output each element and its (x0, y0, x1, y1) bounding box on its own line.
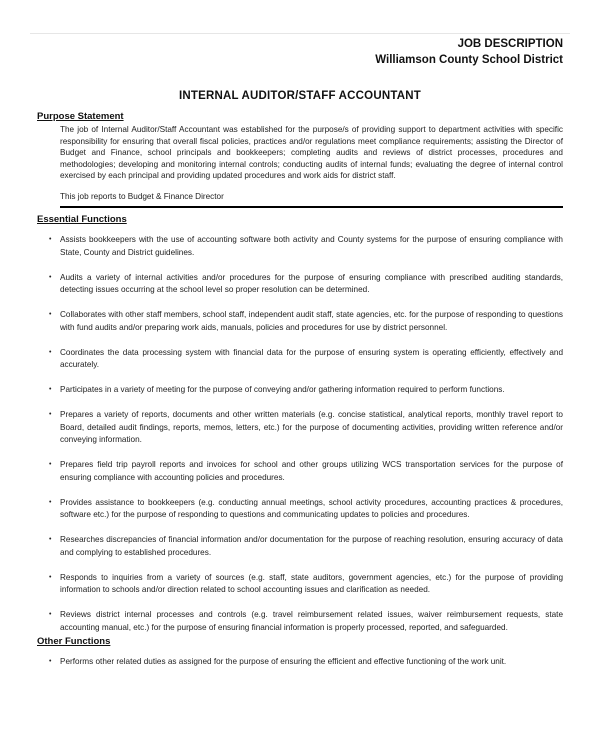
list-item (49, 234, 563, 259)
essential-functions-list (49, 234, 563, 647)
list-item (49, 656, 563, 669)
list-item-text: Reviews district internal processes and controls (e.g. travel reimbursement related issues, waiver reimbursement requests, state accounting manual, etc.) for the purpose of ensuring financial information is properly processed, reported, and safeguarded. (60, 610, 563, 632)
list-item (49, 497, 563, 522)
list-item (49, 309, 563, 334)
document-type: JOB DESCRIPTION (457, 38, 563, 50)
list-item-text: Audits a variety of internal activities and/or procedures for the purpose of ensuring compliance with prescribed auditing standards, detecting issues occurring at the school level so proper resolution can be determined. (60, 272, 563, 294)
bullet-icon: • (49, 411, 52, 418)
list-item-text: Researches discrepancies of financial information and/or documentation for the purpose of reaching resolution, ensuring accuracy of data and complying to established procedures. (60, 535, 563, 557)
list-item (49, 572, 563, 597)
list-item (49, 272, 563, 297)
bullet-icon: • (49, 461, 52, 468)
bullet-icon: • (49, 236, 52, 243)
bullet-icon: • (49, 536, 52, 543)
list-item (49, 409, 563, 447)
list-item-text: Coordinates the data processing system with financial data for the purpose of ensuring system is operating efficiently, effectively and accurately. (60, 347, 563, 369)
list-item (49, 347, 563, 372)
page-top-border (30, 33, 570, 34)
bullet-icon: • (49, 273, 52, 281)
list-item (49, 534, 563, 559)
bullet-icon: • (49, 573, 52, 581)
section-divider (60, 206, 563, 208)
list-item-text: Responds to inquiries from a variety of sources (e.g. staff, state auditors, government agencies, etc.) for the purpose of providing information to schools and/or direction related to school accounting issues and clarification as needed. (60, 572, 563, 594)
other-functions-list (49, 656, 563, 681)
bullet-icon: • (49, 611, 52, 618)
essential-functions-heading: Essential Functions (37, 214, 127, 225)
bullet-icon: • (49, 498, 52, 506)
job-title: INTERNAL AUDITOR/STAFF ACCOUNTANT (179, 90, 421, 102)
bullet-icon: • (49, 311, 52, 318)
list-item-text: Performs other related duties as assigned for the purpose of ensuring the efficient and effective functioning of the work unit. (60, 657, 507, 666)
list-item-text: Prepares field trip payroll reports and invoices for school and other groups utilizing WCS transportation services for the purpose of ensuring compliance with accounting policies and procedures. (60, 460, 563, 482)
bullet-icon: • (49, 348, 52, 356)
organization-name: Williamson County School District (375, 54, 563, 66)
list-item (49, 609, 563, 634)
other-functions-heading: Other Functions (37, 636, 111, 647)
bullet-icon: • (49, 658, 52, 665)
bullet-icon: • (49, 386, 52, 393)
list-item-text: Assists bookkeepers with the use of accounting software both activity and County systems for the purpose of ensuring compliance with State, County and District guidelines. (60, 235, 563, 257)
list-item (49, 384, 563, 397)
list-item-text: Prepares a variety of reports, documents and other written materials (e.g. concise statistical, analytical reports, monthly travel report to Board, detailed audit findings, reports, memos, letters, etc.) for the purpose of documenting activities, providing written reference and/or conveying information. (60, 410, 563, 444)
list-item-text: Collaborates with other staff members, school staff, independent audit staff, state agencies, etc. for the purpose of responding to questions with fund audits and/or preparing work aids, manuals, policies and procedures for use by district personnel. (60, 310, 563, 332)
list-item (49, 459, 563, 484)
reports-to: This job reports to Budget & Finance Director (60, 192, 224, 201)
purpose-heading: Purpose Statement (37, 111, 124, 122)
list-item-text: Provides assistance to bookkeepers (e.g. conducting annual meetings, school activity procedures, accounting practices & procedures, software etc.) for the purpose of responding to questions and communicating updates to policies and procedures. (60, 497, 563, 519)
purpose-text: The job of Internal Auditor/Staff Accountant was established for the purpose/s of providing support to department activities with specific responsibility for ensuring that overall fiscal policies, practices and/or regulations meet compliance requirements; assisting the Director of Budget and Finance, school principals and bookkeepers; completing audits and reviews of district processes, procedures and methodologies; developing and monitoring internal controls; conducting audits of internal funds; evaluating the degree of internal control exercised by each principal and providing updated procedures and work aids for district staff. (60, 125, 563, 180)
list-item-text: Participates in a variety of meeting for the purpose of conveying and/or gathering information required to perform functions. (60, 385, 505, 394)
